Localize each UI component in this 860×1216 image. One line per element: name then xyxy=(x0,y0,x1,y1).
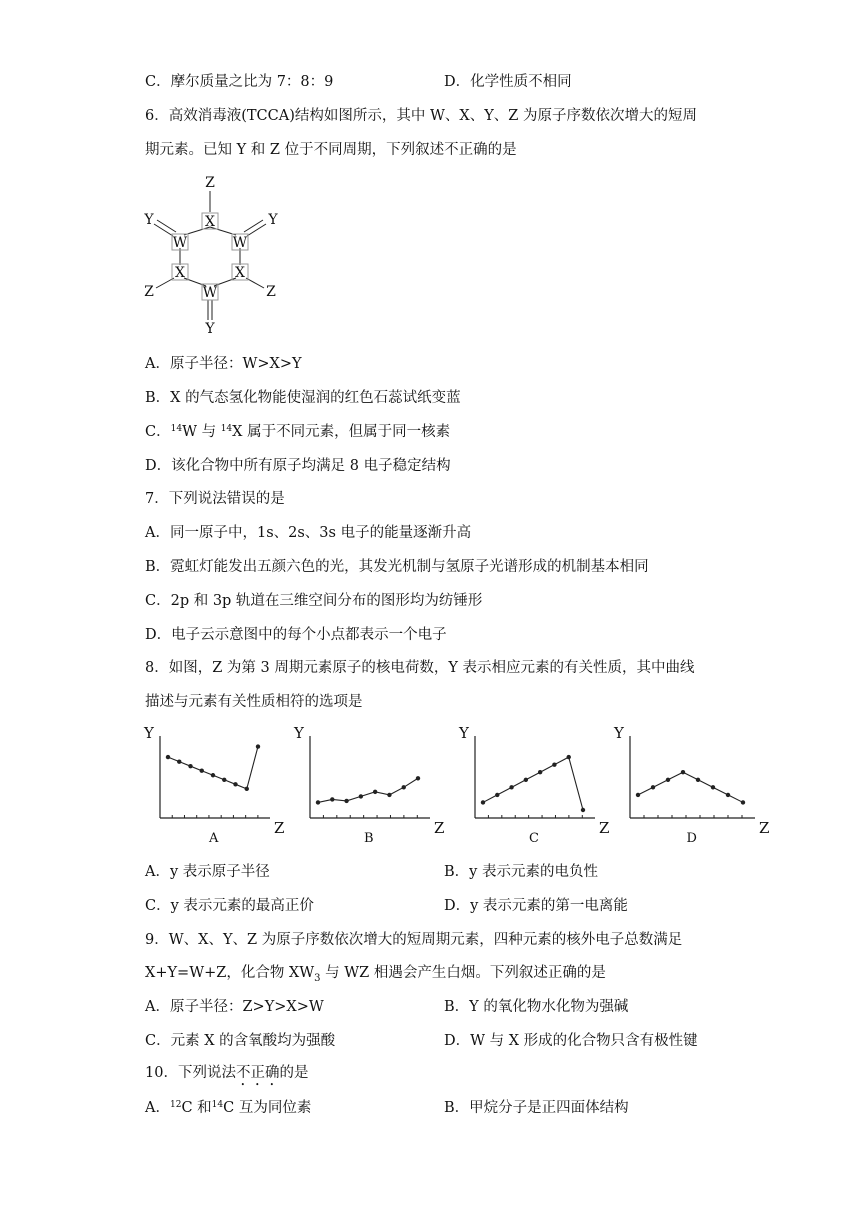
atom-x-left: X xyxy=(175,265,185,281)
graph-B-point xyxy=(387,793,391,797)
graph-A-point xyxy=(177,759,181,763)
atom-z-top: Z xyxy=(205,175,215,191)
q10-option-b: B．甲烷分子是正四面体结构 xyxy=(444,1100,629,1116)
graph-A-point xyxy=(211,773,215,777)
graph-D-point xyxy=(651,785,655,789)
graph-D-ylabel: Y xyxy=(614,724,624,742)
q8-stem-line2: 描述与元素有关性质相符的选项是 xyxy=(145,694,363,710)
graph-A-point xyxy=(188,764,192,768)
q6-option-d: D．该化合物中所有原子均满足 8 电子稳定结构 xyxy=(145,458,451,474)
graph-B-caption: B xyxy=(364,831,374,846)
q8-option-c: C．y 表示元素的最高正价 xyxy=(145,898,314,914)
atom-y-right: Y xyxy=(268,212,278,228)
q6-option-b: B．X 的气态氢化物能使湿润的红色石蕊试纸变蓝 xyxy=(145,390,461,406)
atom-z-right: Z xyxy=(266,284,276,300)
q10-option-a: A．$^{12}$C 和$^{14}$C 互为同位素 xyxy=(145,1100,312,1116)
q9-stem-line1: 9．W、X、Y、Z 为原子序数依次增大的短周期元素，四种元素的核外电子总数满足 xyxy=(145,932,683,948)
q10-stem: 10．下列说法不正确的是 xyxy=(145,1065,309,1081)
graph-A-xlabel: Z xyxy=(274,819,285,837)
q9-option-b: B．Y 的氧化物水化物为强碱 xyxy=(444,999,629,1015)
graph-A-point xyxy=(166,755,170,759)
atom-x-top: X xyxy=(205,214,215,230)
graph-A-point xyxy=(256,744,260,748)
graph-C-point xyxy=(567,755,571,759)
graph-B-xlabel: Z xyxy=(434,819,445,837)
atom-w-right: W xyxy=(232,235,248,251)
graph-D-point xyxy=(726,793,730,797)
graph-A-curve xyxy=(168,747,258,789)
graph-C-ylabel: Y xyxy=(459,724,469,742)
q7-stem: 7．下列说法错误的是 xyxy=(145,491,285,507)
graph-C-caption: C xyxy=(529,831,539,846)
q9-stem-line2: X+Y=W+Z，化合物 $XW_3$ 与 WZ 相遇会产生白烟。下列叙述正确的是 xyxy=(145,965,606,984)
graph-B-point xyxy=(402,785,406,789)
q6-stem-line2: 期元素。已知 Y 和 Z 位于不同周期，下列叙述不正确的是 xyxy=(145,142,517,158)
graph-B-point xyxy=(373,790,377,794)
atom-z-left: Z xyxy=(144,284,154,300)
q7-option-c: C．2p 和 3p 轨道在三维空间分布的图形均为纺锤形 xyxy=(145,593,483,609)
graph-A-caption: A xyxy=(209,831,219,846)
graph-A-point xyxy=(222,778,226,782)
graph-C-point xyxy=(524,778,528,782)
graph-C-point xyxy=(509,785,513,789)
graph-D-point xyxy=(681,770,685,774)
q8-option-d: D．y 表示元素的第一电离能 xyxy=(444,898,628,914)
q5-option-c: C．摩尔质量之比为 7：8：9 xyxy=(145,74,334,90)
graph-C-point xyxy=(552,762,556,766)
graph-D-point xyxy=(696,778,700,782)
q8-option-a: A．y 表示原子半径 xyxy=(145,864,270,880)
q8-stem-line1: 8．如图，Z 为第 3 周期元素原子的核电荷数，Y 表示相应元素的有关性质，其中曲线 xyxy=(145,660,695,676)
q7-option-b: B．霓虹灯能发出五颜六色的光，其发光机制与氢原子光谱形成的机制基本相同 xyxy=(145,559,649,575)
graph-D-point xyxy=(711,785,715,789)
graph-D-xlabel: Z xyxy=(759,819,770,837)
atom-w-bottom: W xyxy=(202,285,218,301)
graph-C-point xyxy=(495,793,499,797)
graph-A-point xyxy=(233,782,237,786)
graph-C-point xyxy=(581,808,585,812)
q8-option-b: B．y 表示元素的电负性 xyxy=(444,864,598,880)
graph-A-point xyxy=(200,769,204,773)
q5-option-d: D．化学性质不相同 xyxy=(444,74,572,90)
graph-B-point xyxy=(316,800,320,804)
q7-option-a: A．同一原子中，1s、2s、3s 电子的能量逐渐升高 xyxy=(145,525,472,541)
q8-graphs xyxy=(140,722,770,850)
graph-D-point xyxy=(636,793,640,797)
graph-B-point xyxy=(359,794,363,798)
atom-y-bottom: Y xyxy=(205,321,215,337)
atom-y-left: Y xyxy=(144,212,154,228)
q6-option-c: C．$^{14}$W 与 $^{14}$X 属于不同元素，但属于同一核素 xyxy=(145,424,451,440)
graph-C-curve xyxy=(483,757,583,810)
graph-D-point xyxy=(666,778,670,782)
q7-option-d: D．电子云示意图中的每个小点都表示一个电子 xyxy=(145,627,447,643)
graph-C-xlabel: Z xyxy=(599,819,610,837)
graph-C-point xyxy=(538,770,542,774)
graph-D-caption: D xyxy=(686,831,697,846)
q6-stem-line1: 6．高效消毒液(TCCA)结构如图所示，其中 W、X、Y、Z 为原子序数依次增大的短周 xyxy=(145,108,697,124)
graph-A-ylabel: Y xyxy=(144,724,154,742)
tcca-structure-diagram xyxy=(140,172,290,337)
q9-option-c: C．元素 X 的含氧酸均为强酸 xyxy=(145,1033,336,1049)
graph-B-point xyxy=(416,776,420,780)
graph-A-point xyxy=(245,787,249,791)
atom-w-left: W xyxy=(172,235,188,251)
graph-C-point xyxy=(481,800,485,804)
graph-D-point xyxy=(741,800,745,804)
q9-option-a: A．原子半径：Z>Y>X>W xyxy=(145,999,324,1015)
atom-x-right: X xyxy=(235,265,245,281)
q9-option-d: D．W 与 X 形成的化合物只含有极性键 xyxy=(444,1033,698,1049)
q6-option-a: A．原子半径：W>X>Y xyxy=(145,356,302,372)
graph-B-point xyxy=(330,797,334,801)
graph-B-ylabel: Y xyxy=(294,724,304,742)
graph-B-point xyxy=(344,799,348,803)
